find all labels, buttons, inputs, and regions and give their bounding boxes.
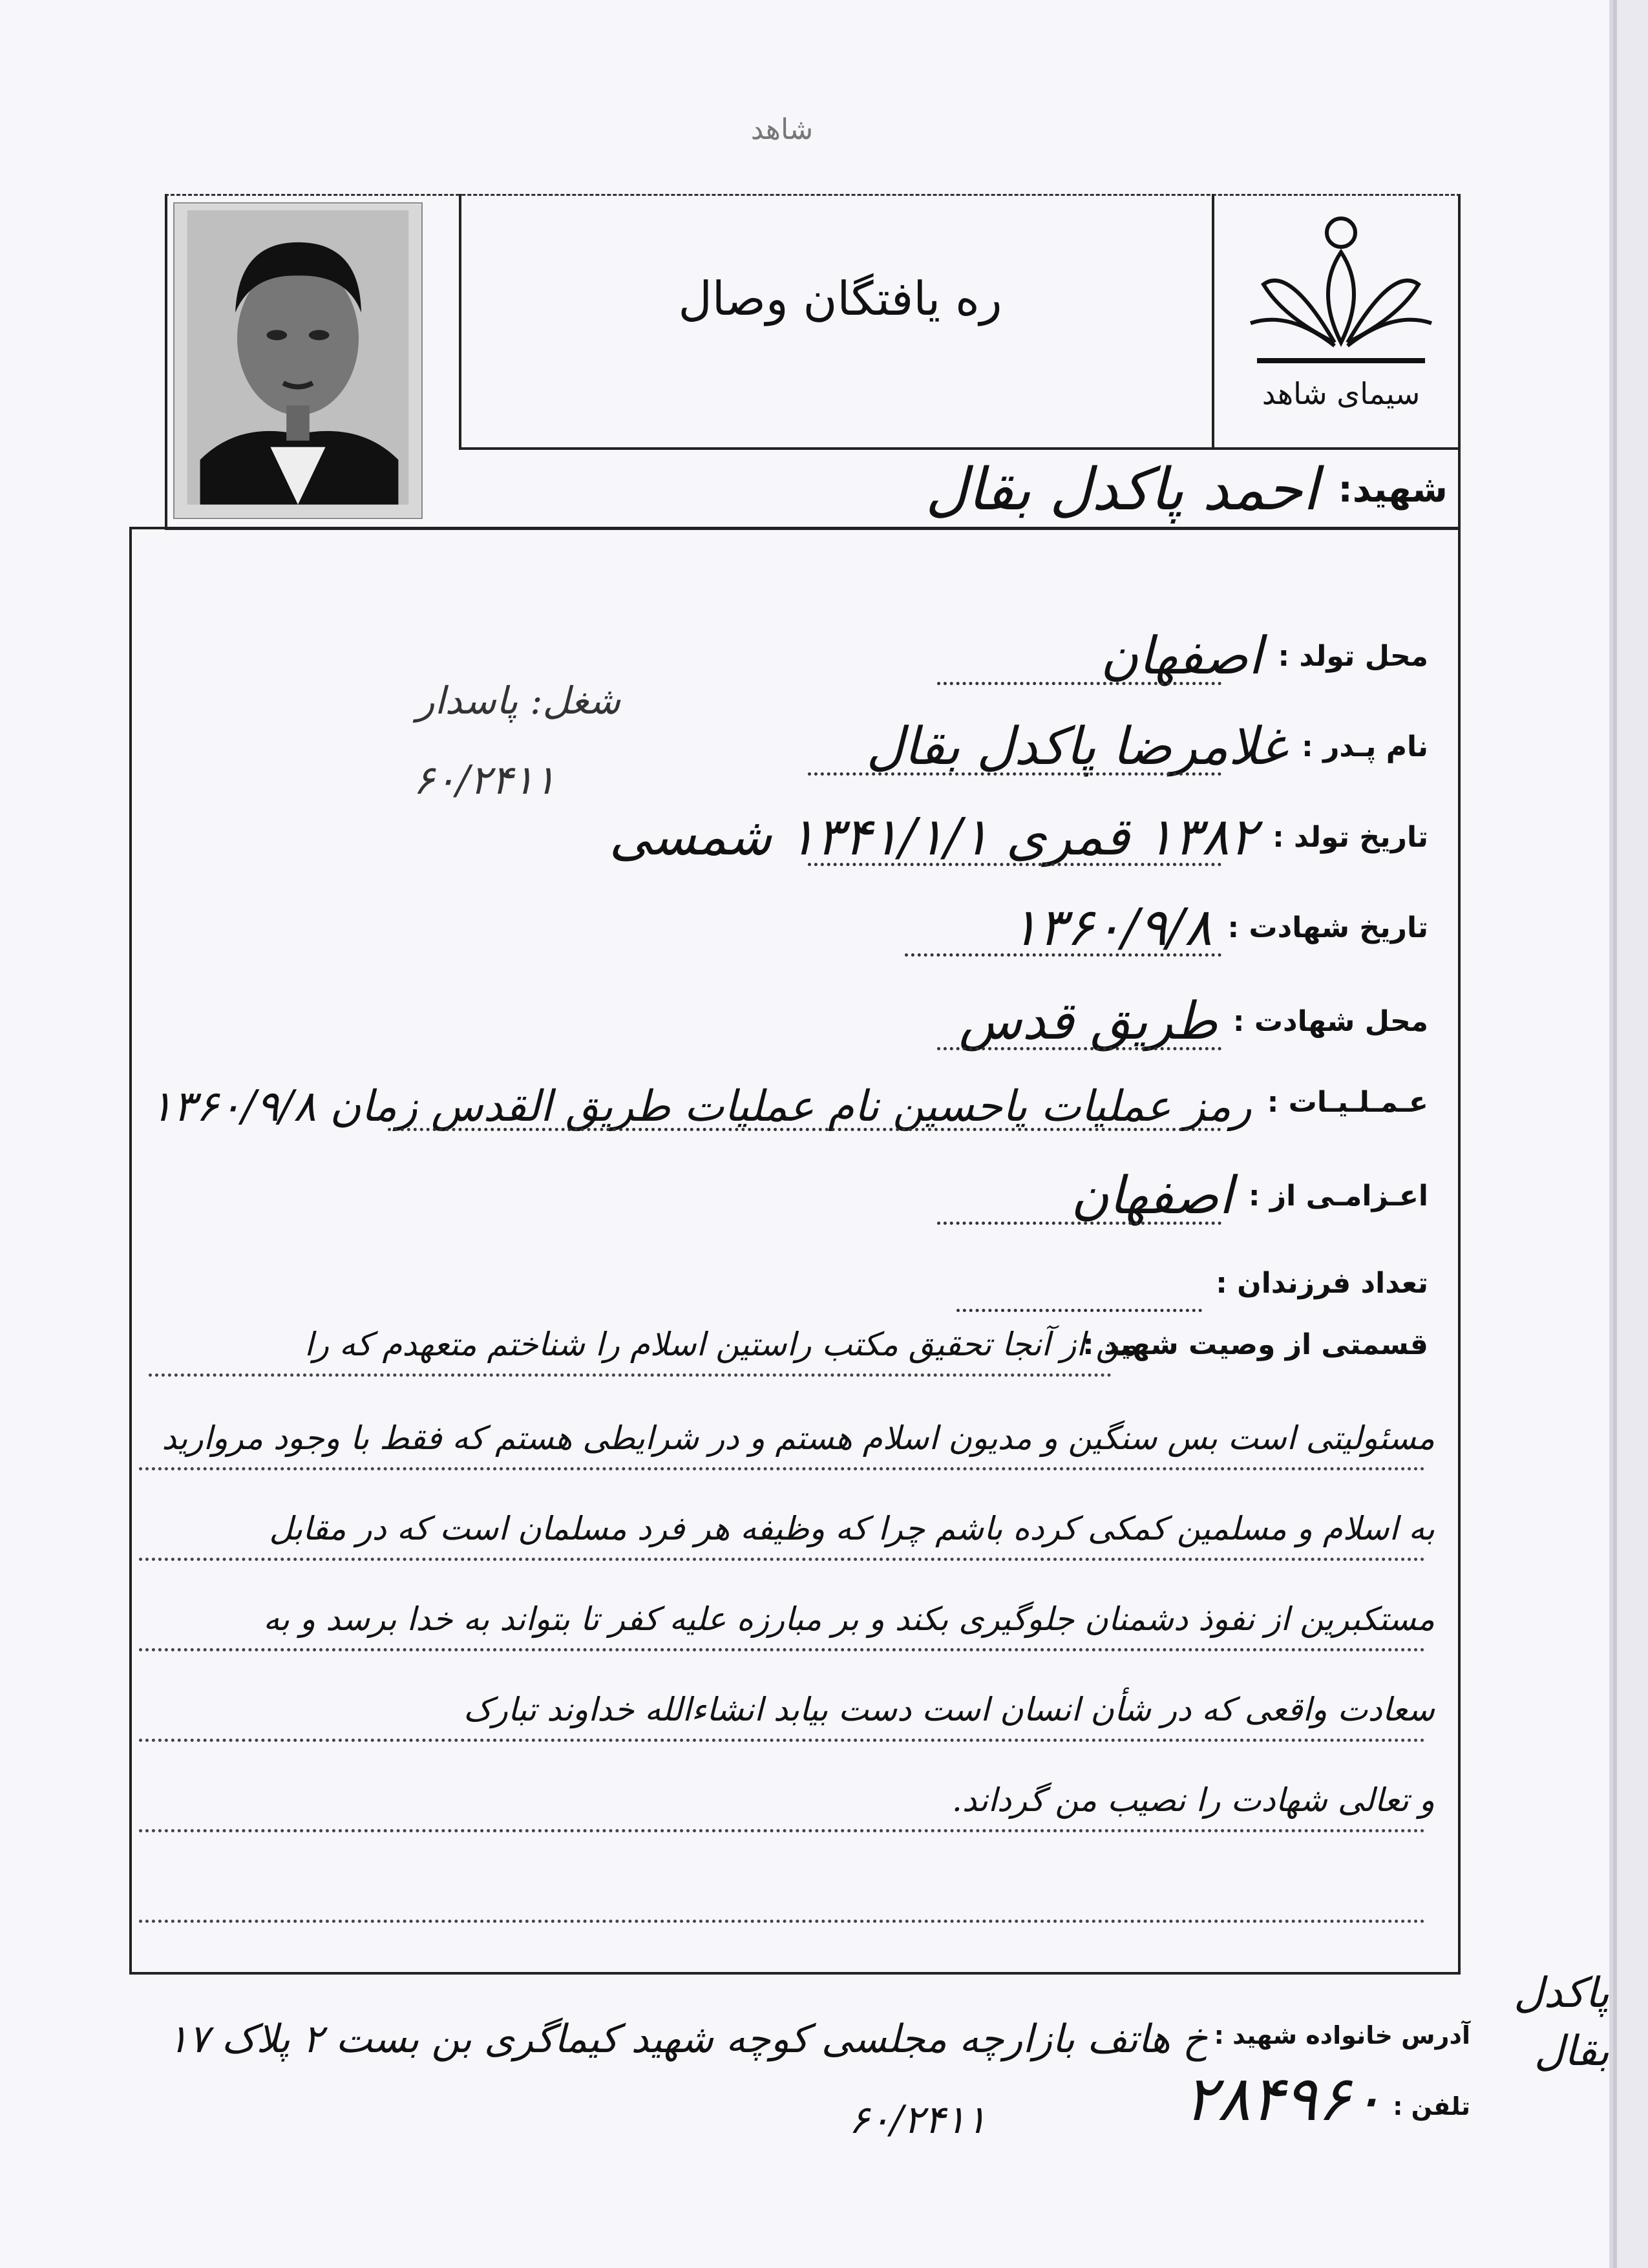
address-row: [167, 1981, 1470, 2062]
address-label: آدرس خانواده شهید :: [1214, 2021, 1470, 2050]
martyrdom-place-value: طریق قدس: [958, 991, 1218, 1051]
phone-label: تلفن :: [1393, 2092, 1470, 2121]
will-line-1: من از آنجا تحقیق مکتب راستین اسلام را شناختم متعهدم که را: [304, 1326, 1137, 1363]
top-stamp: شاهد: [750, 113, 814, 146]
footer-code: ۶۰/۲۴۱۱: [849, 2097, 987, 2143]
birth-place-value: اصفهان: [1100, 626, 1263, 686]
will-line-3: به اسلام و مسلمین کمکی کرده باشم چرا که وظیفه هر فرد مسلمان است که در مقابل: [269, 1510, 1435, 1547]
margin-handwritten-name: پاکدل بقال: [1514, 1969, 1609, 2075]
portrait-image: [174, 204, 421, 518]
collection-title: ره یافتگان وصال: [678, 271, 1002, 326]
birth-date-label: تاریخ تولد :: [1273, 821, 1428, 854]
martyrdom-date-label: تاریخ شهادت :: [1227, 911, 1428, 944]
will-dots-1: [149, 1373, 1112, 1377]
field-father-name: [866, 695, 1428, 776]
tulip-logo-icon: [1238, 213, 1444, 368]
children-dots: [956, 1309, 1202, 1312]
field-birth-date: [609, 785, 1428, 867]
phone-value: ۲۸۴۹۶۰: [1183, 2062, 1384, 2135]
martyrdom-date-dots: [905, 953, 1221, 957]
occupation-note: شغل: پاسدار: [416, 679, 620, 723]
address-value: خ هاتف بازارچه مجلسی کوچه شهید کیماگری بن بست ۲ پلاک ۱۷: [167, 2017, 1208, 2062]
will-dots-4: [139, 1648, 1425, 1651]
dispatched-from-label: اعـزامـی از :: [1248, 1180, 1428, 1213]
phone-row: [1066, 2052, 1470, 2135]
martyr-photo: [173, 202, 423, 519]
header-divider-left: [459, 194, 461, 449]
father-name-value: غلامرضا پاکدل بقال: [866, 716, 1287, 776]
birth-place-label: محل تولد :: [1278, 640, 1428, 673]
logo-area: [1231, 213, 1451, 427]
field-martyrdom-place: [958, 970, 1428, 1051]
field-martyrdom-date: [1010, 876, 1428, 957]
will-line-6: و تعالی شهادت را نصیب من گرداند.: [951, 1781, 1435, 1819]
operation-dots: [388, 1128, 1221, 1131]
will-dots-3: [139, 1558, 1425, 1561]
will-dots-6: [139, 1829, 1425, 1832]
birth-date-dots: [808, 863, 1221, 866]
birth-place-dots: [937, 682, 1221, 685]
father-name-dots: [808, 772, 1221, 776]
occupation-code-note: ۶۰/۲۴۱۱: [413, 756, 556, 803]
header-divider-right: [1212, 194, 1214, 449]
father-name-label: نام پـدر :: [1302, 730, 1428, 763]
martyr-name-row: [840, 452, 1448, 527]
field-birth-place: [1100, 604, 1428, 686]
operation-value: رمز عملیات یاحسین نام عملیات طریق القدس زمان ۱۳۶۰/۹/۸: [150, 1081, 1252, 1131]
martyrdom-date-value: ۱۳۶۰/۹/۸: [1010, 897, 1212, 957]
dispatched-from-dots: [937, 1222, 1221, 1225]
dispatched-from-value: اصفهان: [1071, 1165, 1233, 1225]
will-dots-5: [139, 1739, 1425, 1742]
field-operation: [150, 1050, 1428, 1131]
will-line-4: مستکبرین از نفوذ دشمنان جلوگیری بکند و بر مبارزه علیه کفر تا بتواند به خدا برسد و به: [263, 1600, 1435, 1638]
operation-label: عـمـلـیـات :: [1267, 1086, 1428, 1119]
header-divider-bottom: [459, 447, 1461, 450]
will-line-2: مسئولیتی است بس سنگین و مدیون اسلام هستم و در شرایطی هستم که فقط با وجود مروارید: [162, 1419, 1435, 1457]
logo-caption: سیمای شاهد: [1262, 376, 1421, 411]
field-dispatched-from: [1071, 1144, 1428, 1225]
will-dots-7: [139, 1920, 1425, 1923]
will-line-5: سعادت واقعی که در شأن انسان است دست بیابد انشاءالله خداوند تبارک: [463, 1691, 1435, 1728]
birth-date-value: ۱۳۸۲ قمری ۱۳۴۱/۱/۱ شمسی: [609, 807, 1258, 867]
martyr-name: احمد پاکدل بقال: [925, 456, 1319, 524]
will-label: قسمتی از وصیت شهید :: [1083, 1328, 1428, 1361]
martyrdom-place-label: محل شهادت :: [1232, 1005, 1428, 1038]
martyr-label: شهید:: [1338, 469, 1448, 511]
children-label: تعداد فرزندان :: [1216, 1267, 1428, 1300]
field-children: [1200, 1231, 1428, 1309]
will-dots-2: [139, 1467, 1425, 1470]
